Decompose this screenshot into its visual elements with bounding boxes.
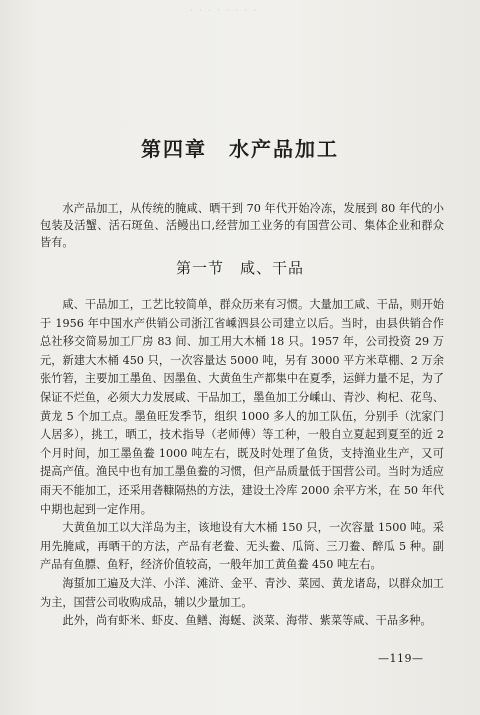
chapter-title: 第四章 水产品加工	[141, 137, 339, 161]
chapter-intro: 水产品加工，从传统的腌咸、晒干到 70 年代开始冷冻，发展到 80 年代的小包装及活蟹、活石斑鱼、活鳗出口,经营加工业务的有国营公司、集体企业和群众皆有。	[40, 202, 444, 249]
page-number: —119—	[378, 652, 424, 665]
section-title: 第一节 咸、干品	[175, 259, 304, 277]
section-body	[40, 296, 444, 631]
paragraph: 海蜇加工遍及大洋、小洋、滩浒、金平、青沙、菜园、黄龙诸岛，以群众加工为主，国营公司收购成品，辅以少量加工。	[40, 576, 444, 609]
paragraph: 此外，尚有虾米、虾皮、鱼鳝、海蜒、淡菜、海带、紫菜等咸、干品多种。	[62, 614, 432, 628]
paragraph: 大黄鱼加工以大洋岛为主，该地设有大木桶 150 只，一次容量 1500 吨。采用先腌咸，再晒干的方法，产品有老鲞、无头鲞、瓜筒、三刀鲞、醉瓜 5 种。副产品有鱼膘、鱼籽，经济价值较高，一般年加工黄鱼鲞 450 吨左右。	[40, 521, 444, 572]
faint-running-head: · · · · · · · ·	[190, 6, 259, 15]
paragraph: 咸、干品加工，工艺比较简单，群众历来有习惯。大量加工咸、干品，则开始于 1956 年中国水产供销公司浙江省嵊泗县公司建立以后。当时，由县供销合作总社移交简易加工厂房 83 间、加工用大木桶 18 只。1957 年，公司投资 29 万元，新建大木桶 450 只，一次容量达 5000 吨，另有 3000 平方米草棚、2 万余张竹箬，主要加工墨鱼、因墨鱼、大黄鱼生产都集中在夏季，运鲜力量不足，为了保证不烂鱼，必须大力发展咸、干品加工，墨鱼加工分嵊山、青沙、枸杞、花鸟、黄龙 5 个加工点。墨鱼旺发季节，组织 1000 多人的加工队伍，分别手（沈家门人居多），挑工，晒工，技术指导（老师傅）等工种，一般自立夏起到夏至的近 2 个月时间，加工墨鱼鲞 1000 吨左右，既及时处理了鱼货，支持渔业生产，又可提高产值。渔民中也有加工墨鱼鲞的习惯，但产品质量低于国营公司。当时为适应雨天不能加工，还采用砻糠隔热的方法，建设土冷库 2000 余平方米，在 50 年代中期也起到一定作用。	[40, 298, 444, 516]
